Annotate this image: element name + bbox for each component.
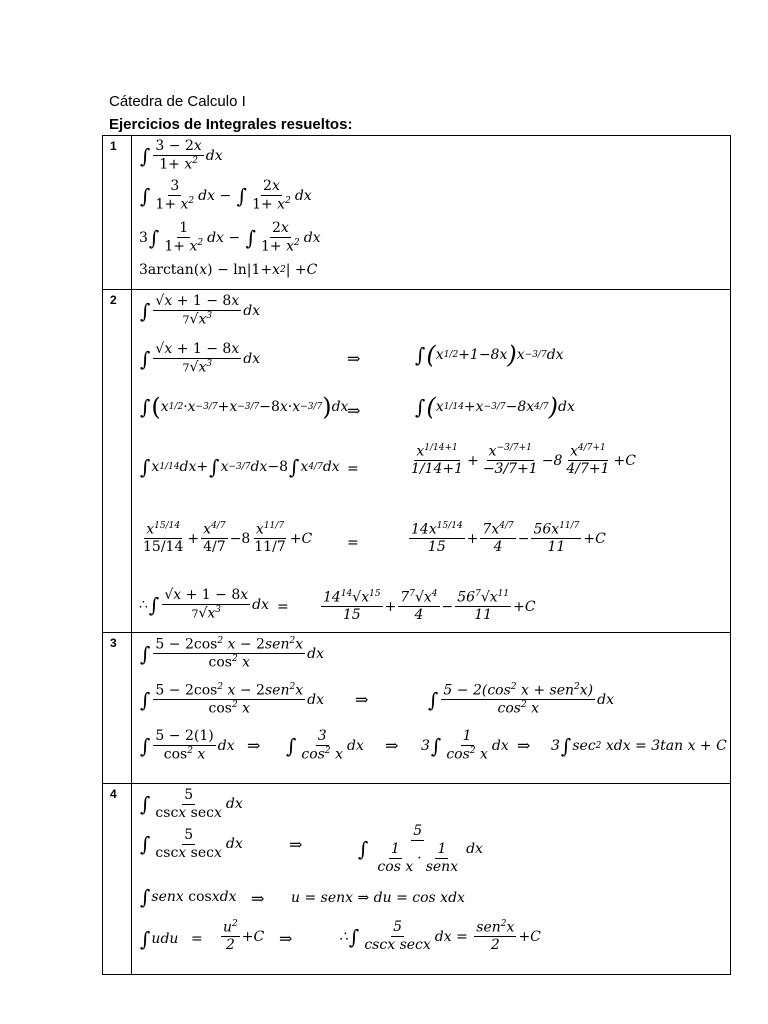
exercise-4 <box>139 783 724 976</box>
equals-sign: = <box>277 599 289 615</box>
step: ∫ $\frac{√x + 1 - 8x}{7√x^3}$ dx <box>140 293 261 328</box>
course-title: Cátedra de Calculo I <box>109 93 246 110</box>
exercises-table <box>102 135 731 975</box>
equals-sign: = <box>347 461 359 477</box>
step: ∫ $\frac{√x + 1 - 8x}{7√x^3}$ dx <box>140 341 261 376</box>
step: ∫ $\frac{5 - 2\cos^2 x - 2sen^2x}{\cos^2 x}$ dx <box>140 682 324 718</box>
implies-arrow: ⇒ <box>385 736 399 755</box>
exercise-number: 1 <box>110 139 117 153</box>
implies-arrow: ⇒ <box>247 736 261 755</box>
exercise-number: 3 <box>110 636 117 650</box>
implies-arrow: ⇒ <box>517 736 531 755</box>
step: ∫ $\frac{5 - 2\cos^2 x - 2sen^2x}{\cos^2 x}$ dx <box>140 636 324 672</box>
step: 3arctan( x ) − ln|1+ x 2 | + C <box>139 262 318 278</box>
step: 3 ∫ $\frac{1}{\cos^2 x}$ dx <box>421 728 509 763</box>
implies-arrow: ⇒ <box>279 929 293 948</box>
step: 3 ∫ $\frac{1}{1+ x^2}$ dx − ∫ $\frac{2x}{1+ x^2}$ dx <box>139 220 321 255</box>
step: $\frac{u^2}{2}$ + C <box>223 919 265 954</box>
step: ∫ x 1/14 dx + ∫ x −3/7 dx −8 ∫ x 4/7 dx <box>140 455 340 479</box>
step: ∫ $\frac{3}{\cos^2 x}$ dx <box>286 728 364 763</box>
step: $\frac{14^{14}√x^{15}}{15}$ + $\frac{7^7√x^4}{4}$ − $\frac{56^7√x^{11}}{11}$ + C <box>323 589 536 624</box>
exercise-1 <box>139 136 724 289</box>
step: ∫ ( x 1/14 + x −3/7 −8 x 4/7 ) dx <box>415 393 575 421</box>
step: ∴ ∫ $\frac{5}{\text{cscx secx}}$ dx = $\frac{sen^2x}{2}$ + C <box>339 919 541 954</box>
step: ∫ ( x 1/2 +1−8 x ) x −3/7 dx <box>415 341 564 369</box>
implies-arrow: ⇒ <box>347 349 361 368</box>
step: ∫ 5 $\frac{1}{\text{cos x}}$ · $\frac{1}{\text{senx}}$ dx <box>358 823 483 875</box>
step: ∫ udu <box>140 927 179 951</box>
implies-arrow: ⇒ <box>289 835 303 854</box>
step: ∫ $\frac{5}{\text{cscx secx}}$ dx <box>140 787 243 821</box>
section-title: Ejercicios de Integrales resueltos: <box>109 116 353 133</box>
implies-arrow: ⇒ <box>355 690 369 709</box>
exercise-number: 4 <box>110 787 117 801</box>
step: $\frac{x^{15/14}}{15/14}$ + $\frac{x^{4/7}}{4/7}$ −8 $\frac{x^{11/7}}{11/7}$ + C <box>143 521 313 556</box>
exercise-3 <box>139 632 727 783</box>
step: ∫ $\frac{3 - 2x}{1+ x^2}$ dx <box>140 138 223 173</box>
equals-sign: = <box>191 931 203 947</box>
step: ∫ senx cos xdx <box>140 885 237 909</box>
step: ∫ $\frac{5 - 2(1)}{\cos^2 x}$ dx <box>140 728 235 763</box>
step: $\frac{14x^{15/14}}{15}$ + $\frac{7x^{4/7}}{4}$ − $\frac{56x^{11/7}}{11}$ + C <box>411 521 606 556</box>
column-divider <box>131 136 132 974</box>
step: ∫ ( x 1/2 · x −3/7 + x −3/7 −8 x · x −3/7 ) dx <box>140 393 349 421</box>
implies-arrow: ⇒ <box>347 401 361 420</box>
exercise-number: 2 <box>110 293 117 307</box>
exercise-2 <box>139 289 724 632</box>
therefore-symbol: ∴ <box>139 596 148 613</box>
implies-arrow: ⇒ <box>251 889 265 908</box>
step: ∫ $\frac{5}{\text{cscx secx}}$ dx <box>140 827 243 861</box>
step: 3 ∫ sec 2 xdx = 3tan x + C <box>551 734 727 758</box>
step: ∫ $\frac{3}{1+ x^2}$ dx − ∫ $\frac{2x}{1+ x^2}$ dx <box>140 178 312 213</box>
step: $\frac{x^{1/14+1}}{1/14+1}$ + $\frac{x^{-3/7+1}}{-3/7+1}$ −8 $\frac{x^{4/7+1}}{4/7+1}$ + C <box>411 443 636 478</box>
step: u = senx ⇒ du = cos xdx <box>291 890 465 906</box>
step: ∫ $\frac{5 - 2(\cos^2 x + sen^2x)}{\cos^2 x}$ dx <box>428 682 614 718</box>
equals-sign: = <box>347 535 359 551</box>
step: ∴ ∫ $\frac{√x + 1 - 8x}{7√x^3}$ dx <box>139 587 270 622</box>
